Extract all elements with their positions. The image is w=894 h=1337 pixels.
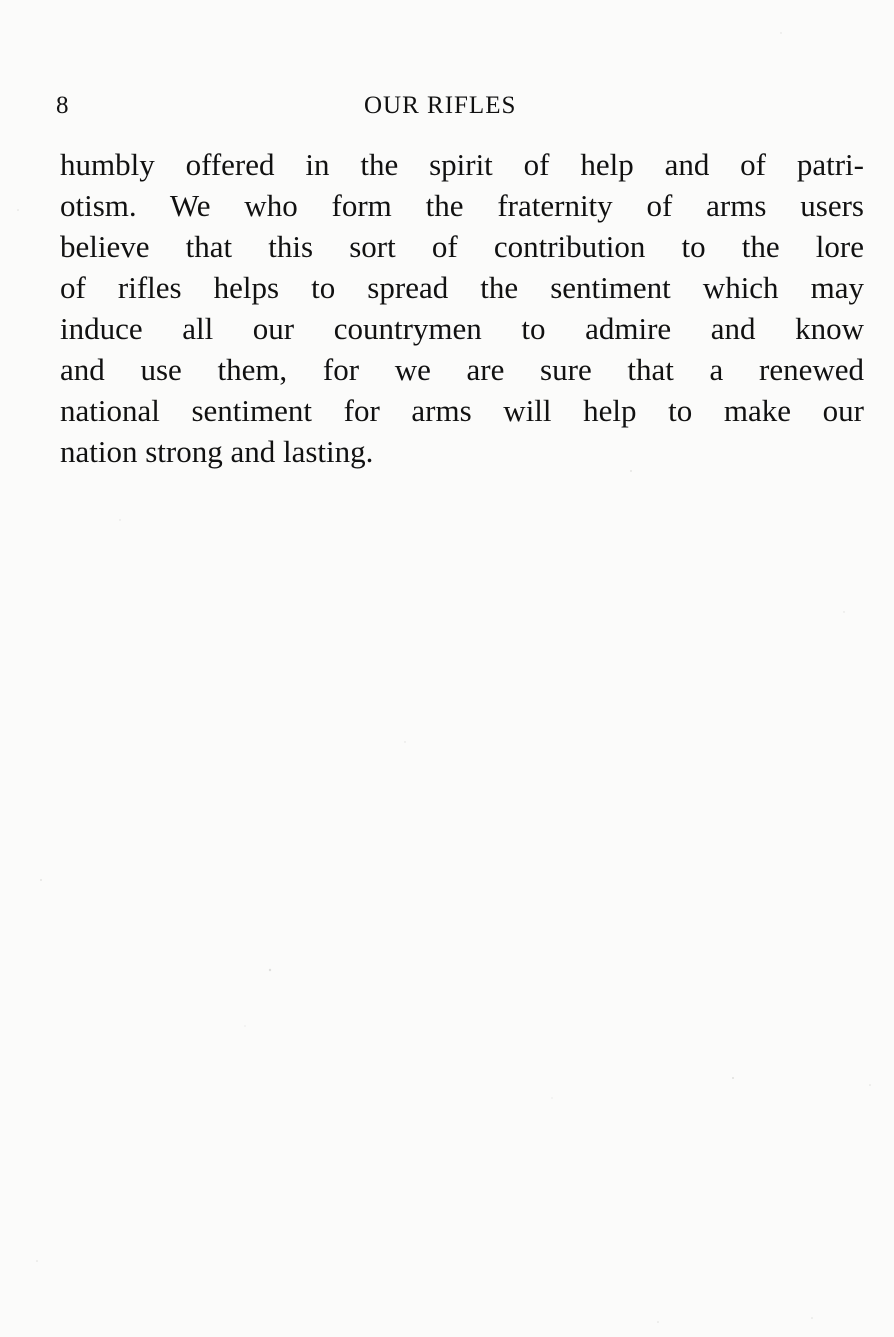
body-paragraph xyxy=(60,144,864,472)
text-line: induce all our countrymen to admire and know xyxy=(60,311,864,346)
text-line: otism. We who form the fraternity of arms users xyxy=(60,188,864,223)
text-line: of rifles helps to spread the sentiment which may xyxy=(60,270,864,305)
text-line: humbly offered in the spirit of help and of patri- xyxy=(60,147,864,182)
text-line: believe that this sort of contribution to the lore xyxy=(60,229,864,264)
running-title: OUR RIFLES xyxy=(364,92,517,119)
page-header xyxy=(56,92,864,128)
text-line: and use them, for we are sure that a renewed xyxy=(60,352,864,387)
text-line: nation strong and lasting. xyxy=(60,434,374,469)
page-number: 8 xyxy=(56,92,69,119)
text-line: national sentiment for arms will help to make our xyxy=(60,393,864,428)
